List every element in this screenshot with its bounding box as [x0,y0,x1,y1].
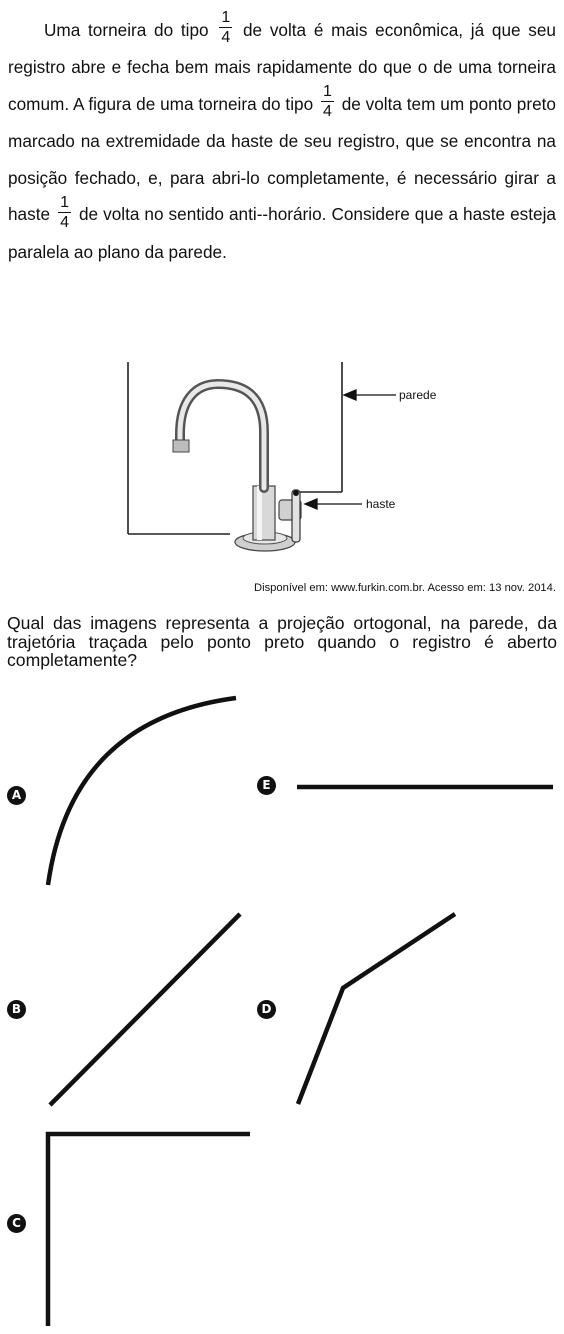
option-c-badge[interactable]: C [7,1214,26,1233]
option-d-badge[interactable]: D [257,1000,276,1019]
fraction-numerator: 1 [322,83,332,101]
option-a-badge[interactable]: A [7,786,26,805]
faucet-icon [173,384,301,551]
fraction-one-quarter [321,84,334,120]
handle-arrow [305,499,362,509]
fraction-numerator: 1 [221,9,231,27]
statement-text-4: de volta no sentido anti--horário. Considere que a haste esteja paralela ao plano da parede. [8,204,556,262]
source-citation: Disponível em: www.furkin.com.br. Acesso em: 13 nov. 2014. [254,582,556,594]
fraction-denominator: 4 [322,103,332,121]
fraction-denominator: 4 [221,29,231,47]
problem-statement [8,9,556,270]
fraction-one-quarter [219,10,232,46]
fraction-one-quarter [58,195,71,231]
handle-label: haste [366,497,396,511]
option-a-arc[interactable] [48,698,236,885]
statement-text-3: de volta tem um ponto preto marcado na extremidade da haste de seu registro, que se encontra na posição fechado, e, para abri-lo completamente, é necessário girar a haste [8,93,556,225]
option-e-badge[interactable]: E [257,776,276,795]
fraction-denominator: 4 [60,213,69,231]
option-b-diagonal-line[interactable] [50,914,240,1105]
option-c-right-angle[interactable] [48,1134,250,1326]
question-text: Qual das imagens representa a projeção ortogonal, na parede, da trajetória traçada pelo ponto preto quando o registro é aberto completamente? [7,613,557,670]
statement-text-1: Uma torneira do tipo [44,20,209,40]
fraction-numerator: 1 [60,193,69,211]
option-d-bent-line[interactable] [298,914,455,1104]
wall-label: parede [399,388,437,402]
option-b-badge[interactable]: B [7,1000,26,1019]
faucet-figure [100,362,460,577]
wall-arrow [344,390,396,400]
statement-text-2: de volta é mais econômica, já que seu registro abre e fecha bem mais rapidamente do que o de uma torneira comum. A figura de uma torneira do tipo [8,20,556,114]
